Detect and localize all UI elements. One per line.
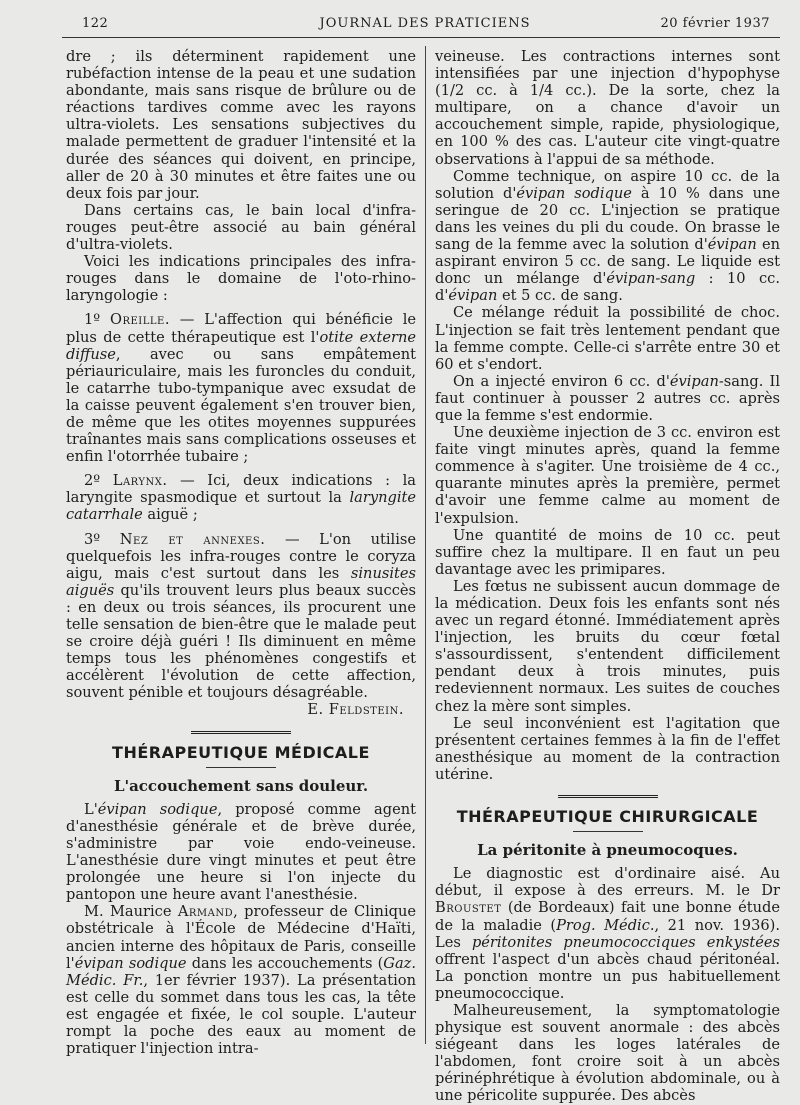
paragraph: dre ; ils déterminent rapidement une rubéfaction intense de la peau et une sudation abondante, mais sans risque de brûlure ou de réactions tardives comme avec les rayons ultra-violets. Les sensations subjectives du malade permettent de graduer l'intensité et la durée des séances qui doivent, en principe, aller de 20 à 30 minutes et être faites une ou deux fois par jour. [66, 48, 416, 202]
italic-run: laryngite catarrhale [66, 489, 416, 524]
item-heading: Nez et annexes. [119, 530, 266, 548]
author-signature: E. Feldstein. [307, 701, 404, 719]
text-run: (de Bordeaux) fait une bonne étude de la maladie ( [435, 899, 780, 934]
paragraph-oreille [66, 311, 416, 465]
text-run: aiguë ; [142, 506, 198, 524]
paragraph: Malheureusement, la symptomatologie physique est souvent anormale : des abcès siégeant dans les loges latérales de l'abdomen, font croire soit à un abcès périnéphrétique à évolution abdominale, ou à une péricolite suppurée. Des abcès [435, 1001, 780, 1105]
text-run: en aspirant environ 5 cc. de sang. Le liquide est donc un mélange d' [435, 236, 780, 288]
text-run: , proposé comme agent d'anesthésie générale et de brève durée, s'administre par voie endo-veineuse. L'anesthésie dure vingt minutes et peut être prolongée une heure si l'on injecte du pantopon une heure avant l'anesthésie. [66, 800, 416, 904]
italic-run: sinusites aiguës [66, 564, 416, 599]
paragraph: Une deuxième injection de 3 cc. environ est faite vingt minutes après, quand la femme commence à s'agiter. Une troisième de 4 cc., quarante minutes après la première, permet d'avoir une femme calme au moment de l'expulsion. [435, 424, 780, 527]
section-separator [191, 731, 291, 734]
text-run: L' [84, 800, 98, 818]
italic-run: évipan [707, 236, 757, 254]
paragraph: Dans certains cas, le bain local d'infra-rouges peut-être associé au bain général d'ultra-violets. [66, 201, 416, 254]
paragraph [66, 801, 416, 904]
paragraph: Le seul inconvénient est l'agitation que présentent certaines femmes à la fin de l'effet anesthésique au moment de la contraction utérine. [435, 714, 780, 783]
person-name: Armand [177, 903, 234, 921]
text-run: et 5 cc. de sang. [497, 287, 623, 305]
text-run: On a injecté environ 6 cc. d' [453, 372, 670, 390]
item-number: 1º [84, 311, 101, 329]
paragraph: Voici les indications principales des infra-rouges dans le domaine de l'oto-rhino-laryngologie : [66, 253, 416, 305]
left-column [66, 48, 416, 1056]
right-column [435, 48, 781, 1105]
person-name: Broustet [435, 899, 502, 917]
text-run: — L'on utilise quelquefois les infra-rouges contre le coryza aigu, mais c'est surtout dans les [66, 530, 417, 582]
header-rule [62, 37, 780, 38]
text-run: qu'ils trouvent leurs plus beaux succès : en deux ou trois séances, ils procurent une telle sensation de bien-être que le malade peut se croire déjà guéri ! Ils diminuent en même temps tous les phénomènes congestifs et accélèrent l'évolution de cette affection, souvent pénible et toujours désagréable. [66, 581, 416, 702]
text-run: — Ici, deux indications : la laryngite spasmodique et surtout la [66, 472, 416, 507]
text-run: à 10 % dans une seringue de 20 cc. L'injection se pratique dans les veines du pli du coude. On brasse le sang de la femme avec la solution d' [435, 184, 781, 254]
text-run: — L'affection qui bénéficie le plus de cette thérapeutique est l' [66, 311, 416, 346]
column-divider [425, 46, 426, 1044]
page-number: 122 [82, 16, 109, 31]
text-run: : 10 cc. d' [435, 270, 780, 305]
italic-run: évipan sodique [97, 800, 218, 818]
text-run: M. Maurice [84, 903, 178, 921]
italic-run: Prog. Médic. [556, 916, 655, 934]
page-header [60, 14, 790, 38]
section-separator [558, 795, 658, 798]
paragraph-nez [66, 531, 416, 702]
journal-title: JOURNAL DES PRATICIENS [319, 16, 531, 31]
paragraph [435, 168, 780, 305]
paragraph: Les fœtus ne subissent aucun dommage de la médication. Deux fois les enfants sont nés avec un regard étonné. Immédiatement après l'injection, les bruits du cœur fœtal s'assourdissent, s'entendent difficilement pendant deux à trois minutes, puis redeviennent normaux. Les suites de couches chez la mère sont simples. [435, 577, 780, 715]
paragraph: veineuse. Les contractions internes sont intensifiées par une injection d'hypophyse (1/2 cc. à 1/4 cc.). De la sorte, chez la multipare, on a chance d'avoir un accouchement simple, rapide, physiologique, en 100 % des cas. L'auteur cite vingt-quatre observations à l'appui de sa méthode. [435, 48, 780, 168]
italic-run: évipan [669, 372, 719, 390]
text-run: , professeur de Clinique obstétricale à l'École de Médecine d'Haïti, ancien interne des hôpitaux de Paris, conseille l' [66, 903, 416, 972]
paragraph [66, 903, 416, 1057]
paragraph-larynx [66, 472, 416, 523]
article-title: L'accouchement sans douleur. [113, 776, 369, 795]
text-run: , 1er février 1937). La présentation est celle du sommet dans tous les cas, la tête est engagée et fixée, le col souple. L'auteur rompt la poche des eaux au moment de pratiquer l'injection intra- [66, 971, 416, 1058]
article-title: La péritonite à pneumocoques. [477, 841, 738, 860]
section-title: THÉRAPEUTIQUE MÉDICALE [112, 742, 370, 762]
italic-run: évipan [448, 287, 498, 305]
paragraph: Une quantité de moins de 10 cc. peut suffire chez la multipare. Il en faut un peu davantage avec les primipares. [435, 526, 780, 578]
italic-run: évipan sodique [516, 184, 632, 202]
item-heading: Larynx. [112, 472, 168, 490]
italic-run: otite externe diffuse [66, 328, 417, 363]
italic-run: Gaz. Médic. Fr. [66, 954, 416, 989]
item-number: 2º [84, 472, 101, 490]
section-title: THÉRAPEUTIQUE CHIRURGICALE [456, 807, 759, 827]
text-run: -sang. Il faut continuer à pousser 2 autres cc. après que la femme s'est endormie. [435, 372, 780, 424]
issue-date: 20 février 1937 [660, 16, 770, 31]
text-run: Le diagnostic est d'ordinaire aisé. Au début, il expose à des erreurs. M. le Dr [435, 865, 780, 900]
item-number: 3º [84, 530, 101, 548]
paragraph [435, 865, 780, 1002]
item-heading: Oreille. [110, 311, 170, 329]
title-underline [206, 767, 276, 768]
text-run: offrent l'aspect d'un abcès chaud péritonéal. La ponction montre un pus habituellement pneumococcique. [435, 950, 780, 1002]
italic-run: évipan sodique [74, 954, 187, 972]
text-run: dans les accouchements ( [186, 954, 384, 972]
title-underline [573, 831, 643, 832]
text-run: , avec ou sans empâtement périauriculaire, mais les furoncles du conduit, le catarrhe tubo-tympanique avec exsudat de la caisse peuvent également s'en trouver bien, de même que les otites moyennes suppurées traînantes mais sans complications osseuses et enfin l'otorrhée tubaire ; [66, 345, 416, 466]
italic-run: évipan-sang [606, 270, 696, 288]
paragraph: Ce mélange réduit la possibilité de choc. L'injection se fait très lentement pendant que la femme compte. Celle-ci s'arrête entre 30 et 60 et s'endort. [435, 304, 780, 373]
text-run: Comme technique, on aspire 10 cc. de la solution d' [435, 167, 780, 202]
paragraph [435, 373, 780, 424]
italic-run: péritonites pneumococciques enkystées [471, 933, 780, 951]
text-run: , 21 nov. 1936). Les [435, 916, 780, 951]
